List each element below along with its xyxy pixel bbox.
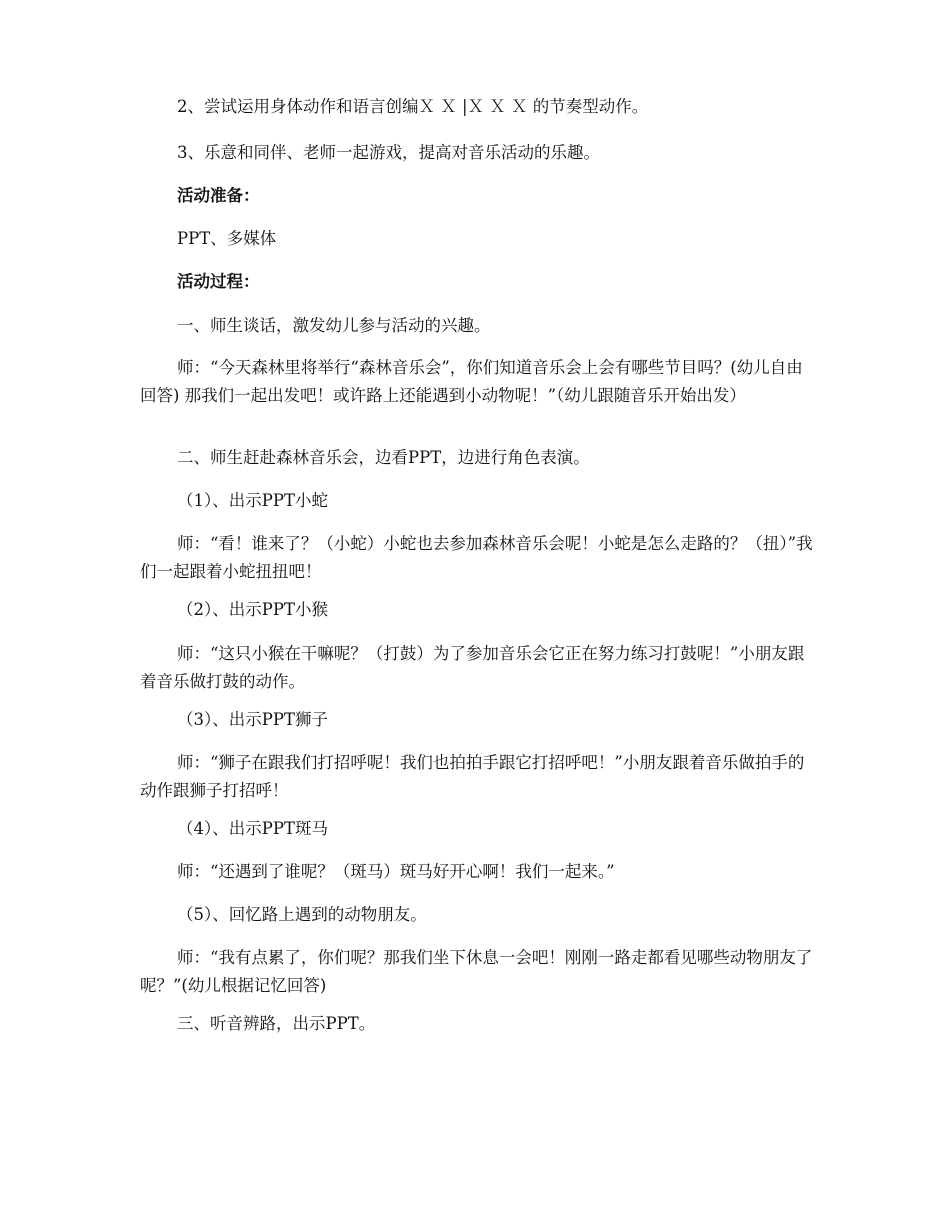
- step-1-paragraph: 一、师生谈话，激发幼儿参与活动的兴趣。: [177, 316, 491, 335]
- step-2-paragraph: 二、师生赶赴森林音乐会，边看PPT，边进行角色表演。: [177, 448, 590, 467]
- step-2-2-paragraph: （2）、出示PPT小猴: [177, 600, 328, 619]
- step-2-4-dialogue-paragraph: 师：“还遇到了谁呢？（斑马）斑马好开心啊！我们一起来。”: [177, 862, 615, 881]
- step-2-4-paragraph: （4）、出示PPT斑马: [177, 819, 328, 838]
- step-1-dialogue-paragraph: 师：“今天森林里将举行“森林音乐会”，你们知道音乐会上会有哪些节目吗？(幼儿自由回答) 那我们一起出发吧！或许路上还能遇到小动物呢！”（幼儿跟随音乐开始出发）: [140, 358, 803, 405]
- objective-3-paragraph: 3、乐意和同伴、老师一起游戏，提高对音乐活动的乐趣。: [177, 143, 600, 162]
- step-3-paragraph: 三、听音辨路，出示PPT。: [177, 1014, 376, 1033]
- step-2-5-paragraph: （5）、回忆路上遇到的动物朋友。: [177, 905, 427, 924]
- step-2-1-dialogue-paragraph: 师：“看！谁来了？（小蛇）小蛇也去参加森林音乐会呢！小蛇是怎么走路的？（扭）”我们一起跟着小蛇扭扭吧！: [140, 534, 813, 581]
- step-2-1-paragraph: （1）、出示PPT小蛇: [177, 491, 328, 510]
- step-2-2-dialogue-paragraph: 师：“这只小猴在干嘛呢？（打鼓）为了参加音乐会它正在努力练习打鼓呢！”小朋友跟着音乐做打鼓的动作。: [140, 644, 805, 691]
- activity-process-heading: 活动过程：: [177, 272, 260, 291]
- activity-preparation-heading: 活动准备：: [177, 186, 260, 205]
- step-2-5-dialogue-paragraph: 师：“我有点累了，你们呢？那我们坐下休息一会吧！刚刚一路走都看见哪些动物朋友了呢？”(幼儿根据记忆回答): [140, 948, 813, 995]
- preparation-items-paragraph: PPT、多媒体: [177, 229, 277, 248]
- step-2-3-paragraph: （3）、出示PPT狮子: [177, 710, 328, 729]
- step-2-3-dialogue-paragraph: 师：“狮子在跟我们打招呼呢！我们也拍拍手跟它打招呼吧！”小朋友跟着音乐做拍手的动作跟狮子打招呼！: [140, 753, 805, 800]
- objective-2-paragraph: 2、尝试运用身体动作和语言创编Ｘ Ｘ |Ｘ Ｘ Ｘ 的节奏型动作。: [177, 97, 649, 116]
